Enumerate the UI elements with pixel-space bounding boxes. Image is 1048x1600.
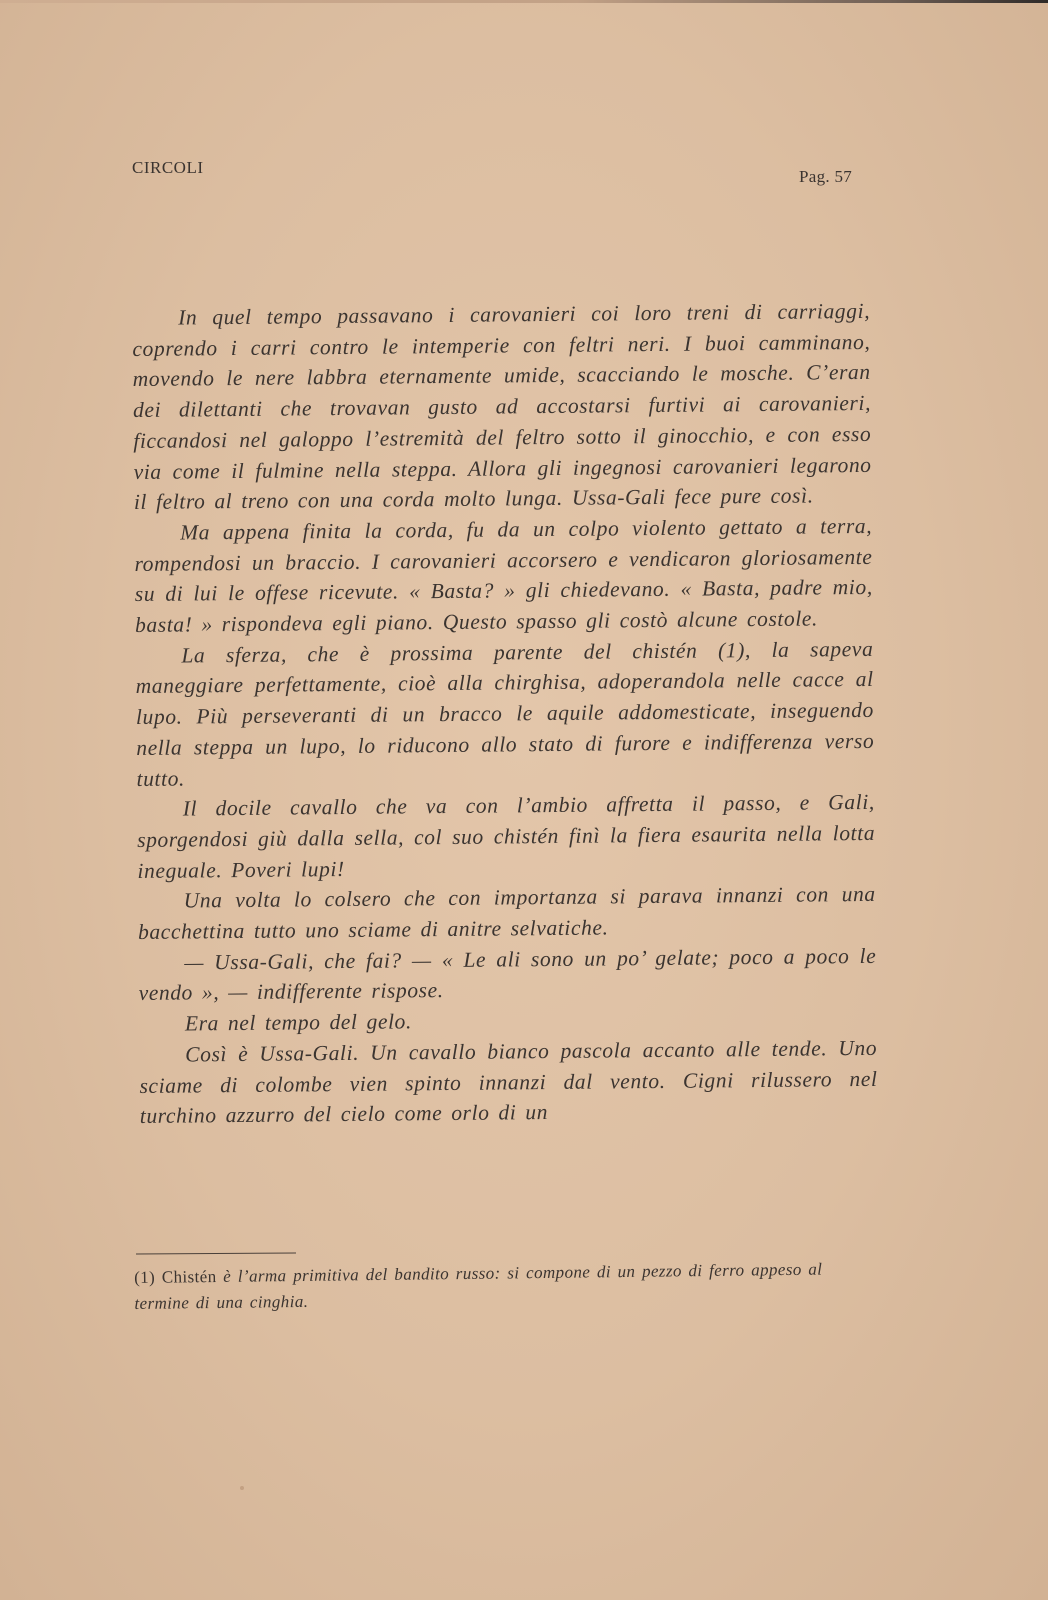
paragraph-4: Il docile cavallo che va con l’ambio affretta il passo, e Gali, sporgendosi giù dalla sella, col suo chistén finì la fiera esaurita nella lotta ineguale. Poveri lupi! xyxy=(137,790,876,883)
running-head: CIRCOLI xyxy=(132,158,204,177)
footnote-text: è l’arma primitiva del bandito russo: si compone di un pezzo di ferro appeso al termine di una cinghia. xyxy=(134,1259,823,1313)
page-top-edge xyxy=(0,0,1048,3)
paragraph-3: La sferza, che è prossima parente del chistén (1), la sapeva maneggiare perfettamente, cioè alla chirghisa, adoperandola nelle cacce al lupo. Più perseveranti di un bracco le aquile addomesticate, inseguendo nella steppa un lupo, lo riducono allo stato di furore e indifferenza verso tutto. xyxy=(135,636,875,791)
footnote-marker: (1) xyxy=(134,1267,156,1287)
footnote xyxy=(134,1256,875,1317)
paragraph-7: Era nel tempo del gelo. xyxy=(184,1009,413,1036)
page-number: Pag. 57 xyxy=(799,167,853,186)
paragraph-2: Ma appena finita la corda, fu da un colpo violento gettato a terra, rompendosi un braccio. I carovanieri accorsero e vendicaron gloriosamente su di lui le offese ricevute. « Basta? » gli chiedevano. « Basta, padre mio, basta! » rispondeva egli piano. Questo spasso gli costò alcune costole. xyxy=(134,513,873,638)
footnote-term: Chistén xyxy=(161,1266,217,1287)
paragraph-8: Così è Ussa-Gali. Un cavallo bianco pascola accanto alle tende. Uno sciame di colombe vien spinto innanzi dal vento. Cigni rilussero nel turchino azzurro del cielo come orlo di un xyxy=(139,1035,878,1129)
footnote-divider xyxy=(136,1252,296,1254)
paragraph-1: In quel tempo passavano i carovanieri coi loro treni di carriaggi, coprendo i carri contro le intemperie con feltri neri. I buoi camminano, movendo le nere labbra eternamente umide, scacciando le mosche. C’eran dei dilettanti che trovavan gusto ad accostarsi furtivi ai carovanieri, ficcandosi nel galoppo l’estremità del feltro sotto il ginocchio, e con esso via come il fulmine nella steppa. Allora gli ingegnosi carovanieri legarono il feltro al treno con una corda molto lunga. Ussa-Gali fece pure così. xyxy=(132,298,872,515)
paragraph-6: — Ussa-Gali, che fai? — « Le ali sono un po’ gelate; poco a poco le vendo », — indifferente rispose. xyxy=(138,943,877,1006)
paper-speck xyxy=(240,1486,244,1490)
body-text xyxy=(132,296,878,1132)
paragraph-5: Una volta lo colsero che con importanza si parava innanzi con una bacchettina tutto uno sciame di anitre selvatiche. xyxy=(137,882,876,945)
